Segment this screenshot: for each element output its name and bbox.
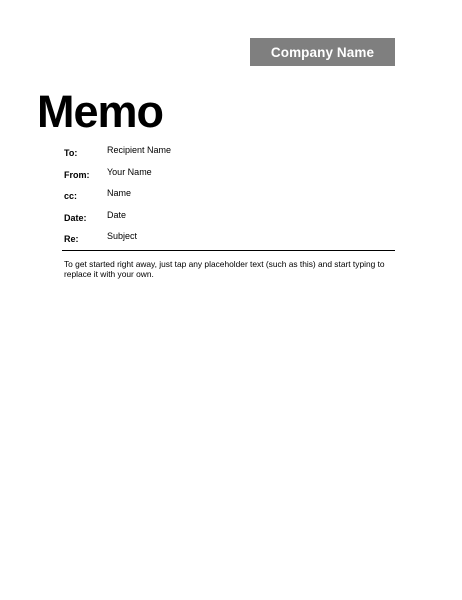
field-row-date bbox=[64, 210, 394, 232]
to-label: To: bbox=[64, 148, 78, 158]
company-name-banner[interactable] bbox=[250, 38, 395, 66]
re-label: Re: bbox=[64, 234, 79, 245]
memo-fields bbox=[64, 145, 394, 253]
sender-name-field[interactable]: Your Name bbox=[107, 166, 152, 177]
subject-field[interactable]: Subject bbox=[107, 231, 138, 242]
header-divider bbox=[62, 250, 395, 251]
cc-name-field[interactable]: Name bbox=[107, 188, 132, 199]
field-row-from bbox=[64, 167, 394, 189]
cc-label: cc: bbox=[64, 191, 78, 202]
recipient-name-field[interactable]: Recipient Name bbox=[107, 145, 172, 155]
company-name[interactable]: Company Name bbox=[270, 44, 375, 60]
memo-body-text[interactable]: To get started right away, just tap any placeholder text (such as this) and start typing to replace it with your own. bbox=[64, 259, 385, 280]
field-row-cc bbox=[64, 188, 394, 210]
date-label: Date: bbox=[64, 212, 87, 223]
memo-title: Memo bbox=[37, 86, 164, 137]
field-row-to bbox=[64, 145, 394, 167]
from-label: From: bbox=[64, 169, 90, 180]
date-field[interactable]: Date bbox=[107, 209, 127, 220]
